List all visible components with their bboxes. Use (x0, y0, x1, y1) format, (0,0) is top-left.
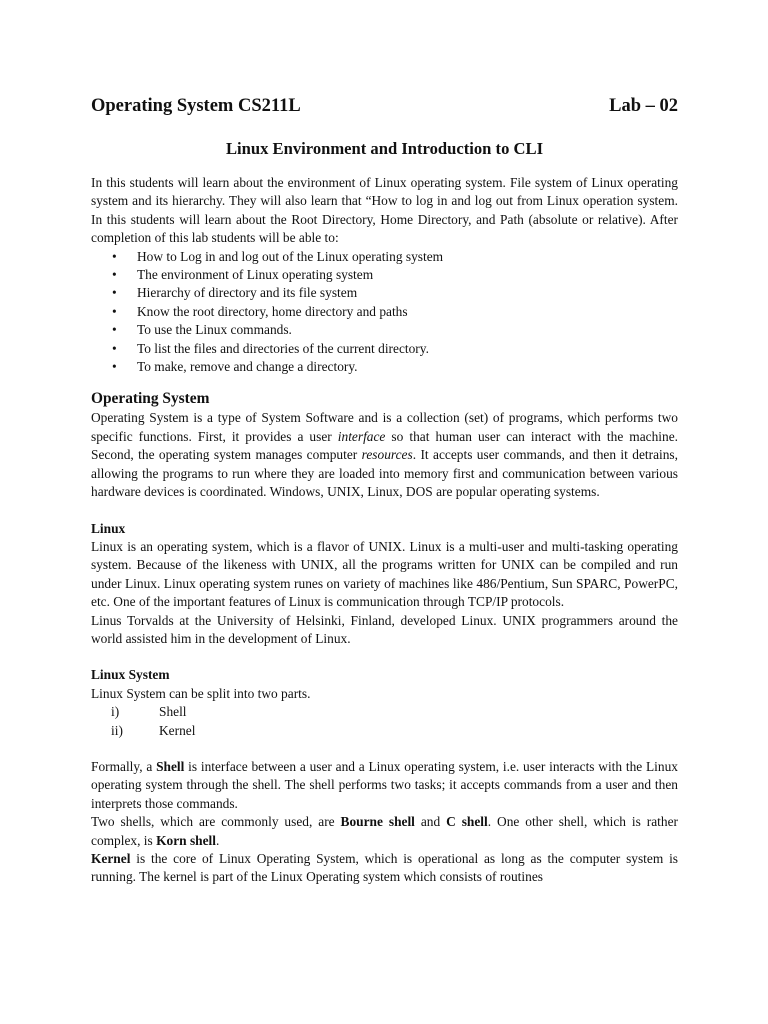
section-heading-linux-system: Linux System (91, 667, 170, 683)
shells-paragraph (91, 813, 678, 850)
section-heading-linux: Linux (91, 520, 126, 536)
text-run: . One other shell, which is rather complex, is (91, 814, 678, 848)
shell-paragraph (91, 758, 678, 813)
list-item: • Know the root directory, home directory and paths (91, 303, 678, 321)
list-item: • To make, remove and change a directory. (91, 358, 678, 376)
bold-term: C shell (446, 814, 488, 830)
emphasis-text: interface (337, 428, 386, 444)
linux-paragraph-1: Linux is an operating system, which is a flavor of UNIX. Linux is a multi-user and multi-tasking operating system. Because of the likeness with UNIX, all the programs written for UNIX can be compiled and run under Linux. Linux operating system runes on variety of machines like 486/Pentium, Sun SPARC, PowerPC, etc. One of the important features of Linux is communication through TCP/IP protocols. (91, 538, 678, 610)
list-item: • Hierarchy of directory and its file system (91, 284, 678, 302)
list-item: • The environment of Linux operating system (91, 266, 678, 284)
operating-system-paragraph (91, 409, 678, 501)
bold-term: Korn shell (156, 832, 216, 848)
bold-term: Shell (156, 758, 185, 774)
text-run: is the core of Linux Operating System, which is operational as long as the computer system is running. The kernel is part of the Linux Operating system which consists of routines (91, 851, 678, 885)
bold-term: Bourne shell (340, 814, 415, 830)
text-run: is interface between a user and a Linux operating system, i.e. user interacts with the Linux operating system through the shell. The shell performs two tasks; it accepts commands from a user and then interprets those commands. (91, 758, 678, 811)
kernel-paragraph (91, 850, 678, 887)
linux-system-intro: Linux System can be split into two parts. (91, 685, 311, 701)
course-title: Operating System CS211L (91, 96, 301, 116)
list-item: • To use the Linux commands. (91, 321, 678, 339)
list-item (91, 703, 678, 721)
list-number: i) (111, 704, 120, 720)
list-number: ii) (111, 722, 123, 738)
objectives-list (91, 248, 678, 377)
emphasis-text: resources (361, 447, 413, 463)
document-title: Linux Environment and Introduction to CLI (225, 139, 544, 158)
text-run: . (216, 832, 220, 848)
lab-number: Lab – 02 (609, 96, 678, 116)
intro-paragraph: In this students will learn about the environment of Linux operating system. File system of Linux operating system and its hierarchy. They will also learn that “How to log in and log out from Linux operation system. In this students will learn about the Root Directory, Home Directory, and Path (absolute or relative). After completion of this lab students will be able to: (91, 175, 678, 246)
text-run: and (414, 814, 447, 830)
section-heading-operating-system: Operating System (91, 390, 210, 408)
list-item: • To list the files and directories of the current directory. (91, 340, 678, 358)
list-label: Shell (159, 704, 187, 720)
text-run: Formally, a (91, 758, 157, 774)
list-item (91, 722, 678, 740)
list-label: Kernel (159, 722, 196, 738)
linux-system-parts-list (91, 703, 678, 740)
text-run: Two shells, which are commonly used, are (91, 814, 341, 830)
text-run: so that human user can interact with the machine. Second, the operating system manages computer (91, 428, 679, 463)
bold-term: Kernel (91, 851, 131, 866)
list-item: • How to Log in and log out of the Linux operating system (91, 248, 678, 266)
text-run: . It accepts user commands, and then it detrains, allowing the programs to run where they are loaded into memory first and communication between various hardware devices is coordinated. Windows, UNIX, Linux, DOS are popular operating systems. (91, 447, 678, 500)
page-header (91, 94, 678, 118)
text-run: Operating System is a type of System Software and is a collection (set) of programs, which performs two specific functions. First, it provides a user (91, 410, 678, 444)
linux-paragraph-2: Linus Torvalds at the University of Helsinki, Finland, developed Linux. UNIX programmers around the world assisted him in the development of Linux. (91, 612, 678, 646)
